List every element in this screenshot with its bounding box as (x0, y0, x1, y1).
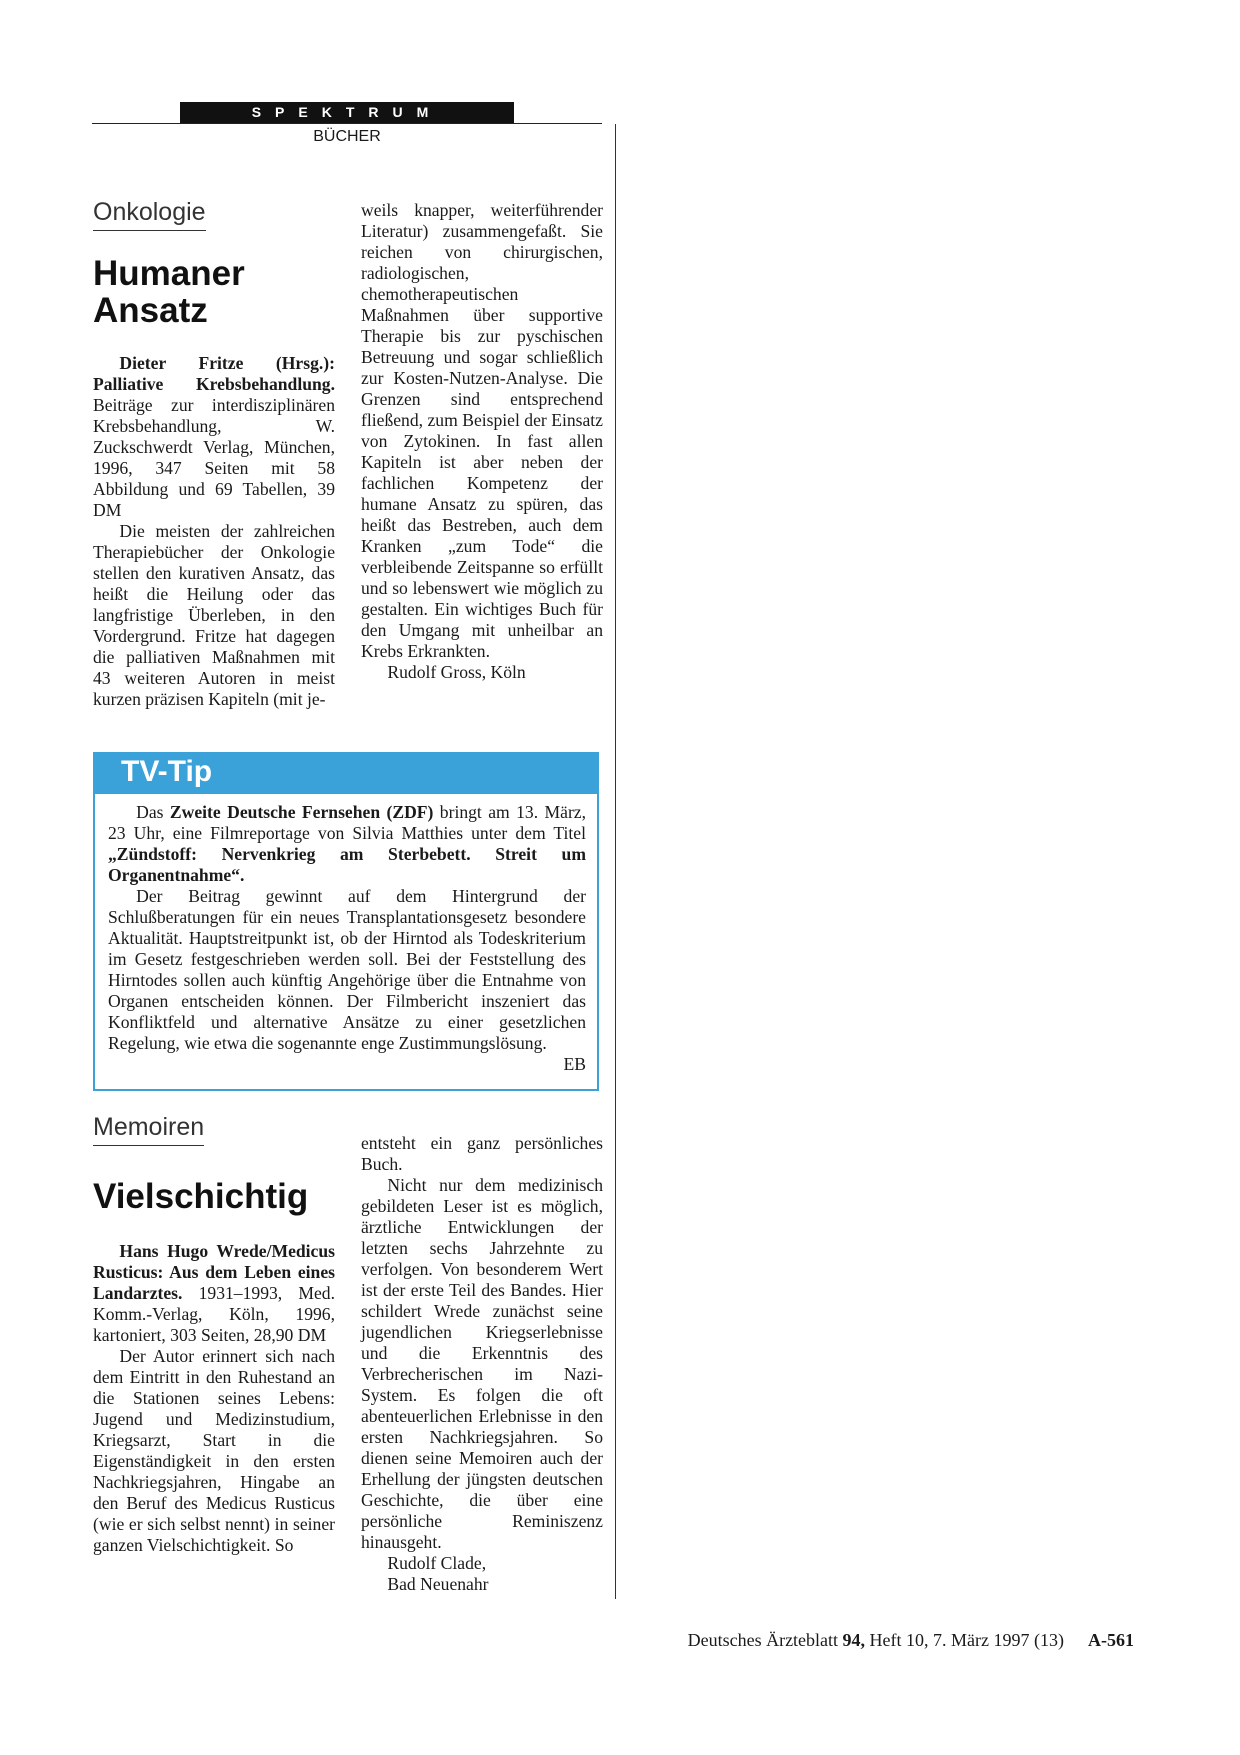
article1-section-label: Onkologie (93, 198, 206, 231)
footer-volume: 94, (842, 1630, 866, 1650)
tv-tip-body (108, 802, 586, 1075)
article2-body-part2: entsteht ein ganz persönliches Buch. (361, 1133, 603, 1174)
article2-signature-name: Rudolf Clade, (387, 1553, 487, 1573)
article1-headline (93, 255, 245, 329)
article2-section-label: Memoiren (93, 1113, 204, 1146)
tv-tip-text: Der Beitrag gewinnt auf dem Hintergrund der Schlußberatungen für ein neues Transplantationsgesetz besondere Aktualität. Hauptstreitpunkt ist, ob der Hirntod als Todeskriterium im Gesetz festgeschrieben werden soll. Bei der Feststellung des Hirntodes sollen auch künftig Angehörige über die Entnahme von Organen entscheiden können. Der Filmbericht inszeniert das Konfliktfeld und alternative Ansätze zu einer gesetzlichen Regelung, wie etwa die sogenannte enge Zustimmungslösung. (108, 886, 586, 1053)
tv-tip-paragraph-1 (108, 802, 586, 886)
section-band: SPEKTRUM (180, 102, 514, 123)
tv-tip-text: bringt am 13. März, 23 Uhr, eine Filmreportage von Silvia Matthies unter dem Titel (108, 802, 587, 843)
column-divider (615, 124, 616, 1599)
tv-tip-program-title: „Zündstoff: Nervenkrieg am Sterbebett. Streit um Organentnahme“. (108, 844, 586, 885)
article1-column-left (93, 353, 335, 710)
tv-tip-header (95, 754, 597, 794)
footer-journal: Deutsches Ärzteblatt (687, 1630, 843, 1650)
footer-issue: Heft 10, 7. März 1997 (13) (865, 1630, 1064, 1650)
article1-column-right (361, 200, 603, 683)
tv-tip-text: Das (136, 802, 170, 822)
article1-reference (93, 353, 335, 521)
article1-signature: Rudolf Gross, Köln (387, 662, 526, 682)
article2-column-left (93, 1241, 335, 1556)
article1-reference-details: Beiträge zur interdisziplinären Krebsbehandlung, W. Zuckschwerdt Verlag, München, 1996, 347 Seiten mit 58 Abbildung und 69 Tabellen, 39 DM (93, 395, 335, 520)
article2-signature-place: Bad Neuenahr (387, 1574, 489, 1594)
article1-body-part1: Die meisten der zahlreichen Therapiebücher der Onkologie stellen den kurativen Ansatz, das heißt die Heilung oder das langfristige Überleben, in den Vordergrund. Fritze hat dagegen die palliativen Maßnahmen mit 43 weiteren Autoren in meist kurzen präzisen Kapiteln (mit je- (93, 521, 335, 709)
article2-reference-details: 1931–1993, Med. Komm.-Verlag, Köln, 1996, kartoniert, 303 Seiten, 28,90 DM (93, 1283, 335, 1345)
page-footer (688, 1630, 1134, 1651)
tv-tip-box (93, 752, 599, 1091)
tv-tip-broadcaster: Zweite Deutsche Fernsehen (ZDF) (169, 802, 434, 822)
article2-body-part1: Der Autor erinnert sich nach dem Eintritt in den Ruhestand an die Stationen seines Lebens: Jugend und Medizinstudium, Kriegsarzt, Start in die Eigenständigkeit in den ersten Nachkriegsjahren, Hingabe an den Beruf des Medicus Rusticus (wie er sich selbst nennt) in seiner ganzen Vielschichtigkeit. So (93, 1346, 335, 1555)
article1-reference-title: Dieter Fritze (Hrsg.): Palliative Krebsbehandlung. (93, 353, 335, 394)
article1-headline-line2: Ansatz (93, 291, 208, 330)
article2-headline: Vielschichtig (93, 1177, 309, 1216)
article2-reference (93, 1241, 335, 1346)
tv-tip-paragraph-2 (108, 886, 586, 1074)
article2-body-part3: Nicht nur dem medizinisch gebildeten Leser ist es möglich, ärztliche Entwicklungen der letzten sechs Jahrzehnte zu verfolgen. Von besonderem Wert ist der erste Teil des Bandes. Hier schildert Wrede zunächst seine jugendlichen Kriegserlebnisse und die Erkenntnis des Verbrecherischen im Nazi-System. Es folgen die oft abenteuerlichen Erlebnisse in den ersten Nachkriegsjahren. So dienen seine Memoiren auch der Erhellung der jüngsten deutschen Geschichte, die über eine persönliche Reminiszenz hinausgeht. (361, 1175, 603, 1552)
article2-column-right (361, 1133, 603, 1595)
article1-headline-line1: Humaner (93, 254, 245, 293)
header-rule (92, 123, 602, 124)
section-subtitle: BÜCHER (313, 128, 381, 145)
footer-page-number: A-561 (1088, 1630, 1134, 1650)
article2-reference-title: Hans Hugo Wrede/Medicus Rusticus: Aus dem Leben eines Landarztes. (93, 1241, 335, 1303)
tv-tip-signature: EB (563, 1054, 586, 1074)
article1-body-part2: weils knapper, weiterführender Literatur) zusammengefaßt. Sie reichen von chirurgischen, radiologischen, chemotherapeutischen Maßnahmen über supportive Therapie bis zur pyschischen Betreuung und sogar schließlich zur Kosten-Nutzen-Analyse. Die Grenzen sind entsprechend fließend, zum Beispiel der Einsatz von Zytokinen. In fast allen Kapiteln ist aber neben der fachlichen Kompetenz der humane Ansatz zu spüren, das heißt das Bestreben, auch dem Kranken „zum Tode“ die verbleibende Zeitspanne so erfüllt und so lebenswert wie möglich zu gestalten. Ein wichtiges Buch für den Umgang mit unheilbar an Krebs Erkrankten. (361, 200, 603, 661)
tv-tip-title: TV-Tip (121, 755, 213, 788)
